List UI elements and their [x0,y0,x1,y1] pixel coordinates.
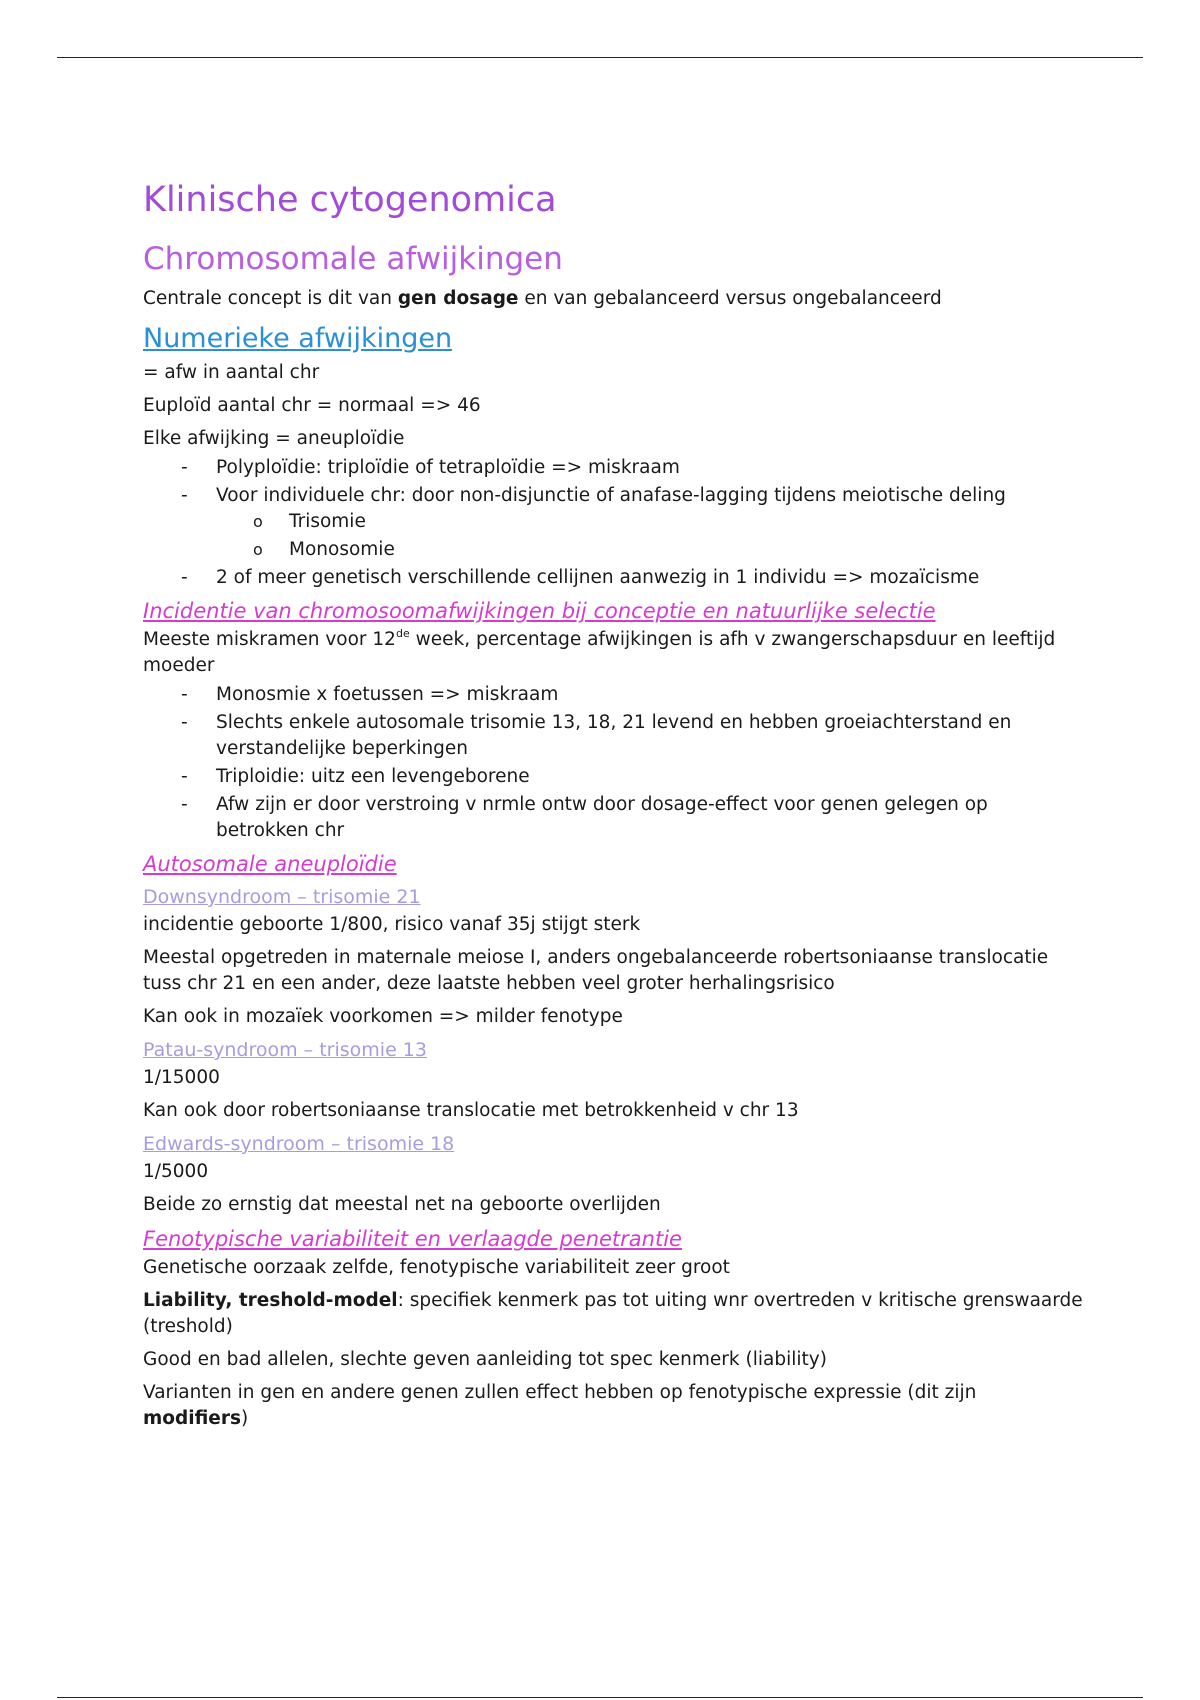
intro-text: Centrale concept is dit van [143,288,398,309]
paragraph: Euploïd aantal chr = normaal => 46 [143,395,481,416]
heading-downsyndroom: Downsyndroom – trisomie 21 [143,886,421,908]
document-title: Klinische cytogenomica [143,180,557,220]
heading-autosomale-aneuploidie: Autosomale aneuploïdie [143,852,397,876]
sub-bullet-list [216,509,1083,563]
heading-fenotypische-variabiliteit: Fenotypische variabiliteit en verlaagde penetrantie [143,1227,682,1251]
paragraph: Good en bad allelen, slechte geven aanleiding tot spec kenmerk (liability) [143,1349,827,1370]
text: : specifiek kenmerk pas tot uiting wnr overtreden v kritische grenswaarde (treshold) [143,1290,1083,1337]
paragraph: Elke afwijking = aneuploïdie [143,428,405,449]
heading-chromosomale-afwijkingen: Chromosomale afwijkingen [143,241,563,277]
list-item: - Slechts enkele autosomale trisomie 13, 18, 21 levend en hebben groeiachterstand en verstandelijke beperkingen [143,710,1083,762]
bold-term: Liability, treshold-model [143,1290,398,1311]
heading-numerieke-afwijkingen: Numerieke afwijkingen [143,323,453,354]
list-item [143,483,1083,563]
intro-bold: gen dosage [397,288,519,309]
incidentie-paragraph [143,627,1083,679]
paragraph: Beide zo ernstig dat meestal net na geboorte overlijden [143,1194,661,1215]
list-item: - Polyploïdie: triploïdie of tetraploïdie => miskraam [143,455,1083,481]
numeriek-bullet-list [143,455,1083,591]
heading-incidentie: Incidentie van chromosoomafwijkingen bij conceptie en natuurlijke selectie [143,599,936,623]
list-item: - Triploidie: uitz een levengeborene [143,764,1083,790]
header-rule [57,57,1143,58]
text: week, percentage afwijkingen is afh v zwangerschapsduur en leeftijd moeder [143,629,1056,676]
paragraph: 1/15000 [143,1067,220,1088]
intro-text-end: en van gebalanceerd versus ongebalanceerd [518,288,942,309]
paragraph: Kan ook in mozaïek voorkomen => milder fenotype [143,1006,623,1027]
heading-edwards-syndroom: Edwards-syndroom – trisomie 18 [143,1133,455,1155]
text: ) [240,1408,249,1429]
list-item-text: Voor individuele chr: door non-disjunctie of anafase-lagging tijdens meiotische deling [216,485,1006,506]
modifiers-paragraph [143,1380,1083,1432]
liability-paragraph [143,1288,1083,1340]
intro-paragraph [143,286,1083,312]
paragraph: incidentie geboorte 1/800, risico vanaf 35j stijgt sterk [143,914,641,935]
sub-list-item: o Monosomie [143,537,1083,563]
document-body [143,178,1083,1439]
text: Varianten in gen en andere genen zullen effect hebben op fenotypische expressie (dit zijn [143,1382,977,1403]
list-item: - Monosmie x foetussen => miskraam [143,682,1083,708]
superscript: de [395,626,410,640]
text: Meeste miskramen voor 12 [143,629,396,650]
paragraph: Kan ook door robertsoniaanse translocatie met betrokkenheid v chr 13 [143,1100,799,1121]
list-item: - Afw zijn er door verstroing v nrmle ontw door dosage-effect voor genen gelegen op betrokken chr [143,792,1083,844]
list-item: - 2 of meer genetisch verschillende cellijnen aanwezig in 1 individu => mozaïcisme [143,565,1083,591]
paragraph: 1/5000 [143,1161,209,1182]
footer-rule [57,1697,1143,1698]
bold-term: modifiers [143,1408,241,1429]
heading-patau-syndroom: Patau-syndroom – trisomie 13 [143,1039,427,1061]
paragraph: Genetische oorzaak zelfde, fenotypische variabiliteit zeer groot [143,1257,730,1278]
sub-list-item: o Trisomie [143,509,1083,535]
incidentie-bullet-list [143,682,1083,844]
paragraph: = afw in aantal chr [143,362,320,383]
paragraph: Meestal opgetreden in maternale meiose I, anders ongebalanceerde robertsoniaanse translocatie tuss chr 21 en een ander, deze laatste hebben veel groter herhalingsrisico [143,947,1049,994]
